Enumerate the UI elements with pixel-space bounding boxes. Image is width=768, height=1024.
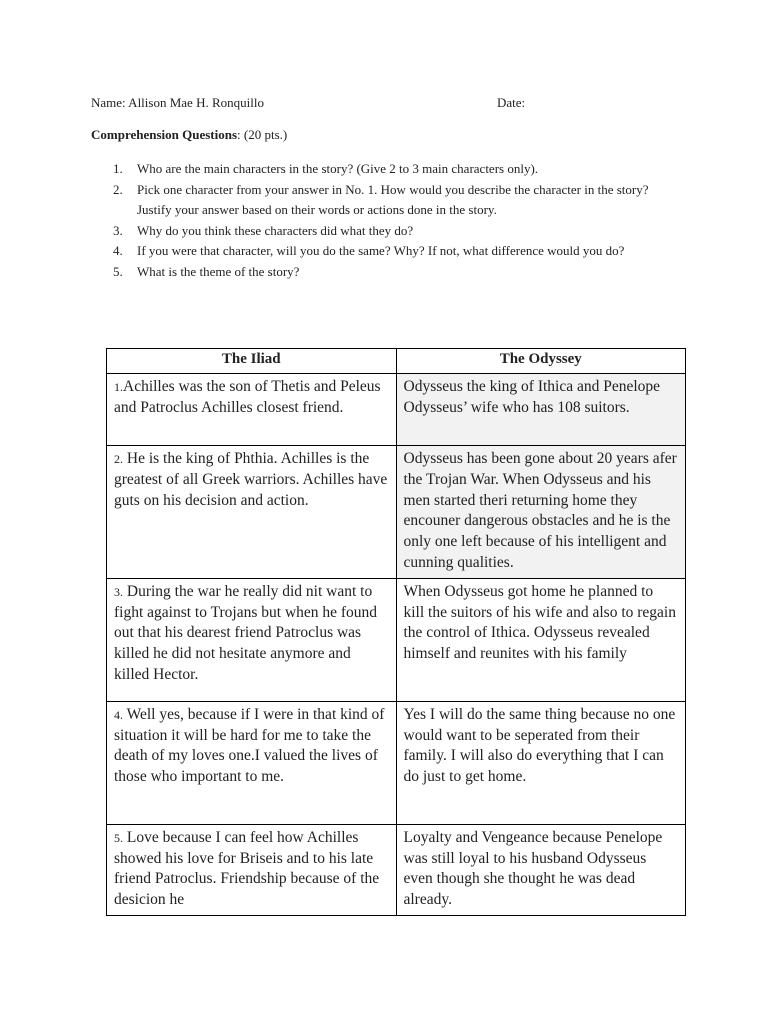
- answer-number: 1.: [114, 380, 123, 394]
- iliad-cell: [107, 578, 397, 701]
- iliad-cell: [107, 374, 397, 446]
- date-label: Date:: [497, 95, 526, 110]
- odyssey-cell: Loyalty and Vengeance because Penelope was still loyal to his husband Odysseus even though she thought he was dead already.: [396, 824, 686, 915]
- question-text: Why do you think these characters did what they do?: [137, 222, 414, 238]
- question-text: If you were that character, will you do the same? Why? If not, what difference would you do?: [137, 243, 625, 258]
- question-number: 3.: [113, 222, 123, 238]
- answer-number: 4.: [114, 707, 123, 722]
- table-row: [107, 701, 686, 824]
- iliad-answer: Achilles was the son of Thetis and Peleus and Patroclus Achilles closest friend.: [114, 378, 381, 416]
- section-heading: [91, 127, 287, 143]
- table-row: [107, 578, 686, 701]
- question-text: Who are the main characters in the story? (Give 2 to 3 main characters only).: [137, 161, 539, 176]
- question-item: [0, 180, 677, 221]
- section-title: Comprehension Questions: [91, 127, 238, 142]
- table-row: [107, 374, 686, 446]
- iliad-answer: During the war he really did nit want to fight against to Trojans but when he found out that his dearest friend Patroclus was killed he did not hesitate anymore and killed Hector.: [114, 582, 378, 683]
- question-number: 4.: [113, 243, 123, 258]
- question-item: [0, 241, 677, 262]
- question-number: 1.: [113, 161, 123, 176]
- answer-number: 2.: [114, 452, 123, 466]
- odyssey-cell: When Odysseus got home he planned to kill the suitors of his wife and also to regain the control of Ithica. Odysseus revealed himself and reunites with his family: [396, 578, 686, 701]
- iliad-cell: [107, 446, 397, 579]
- odyssey-cell: Odysseus the king of Ithica and Penelope Odysseus’ wife who has 108 suitors.: [396, 374, 686, 446]
- question-item: [0, 221, 677, 242]
- column-header-iliad: The Iliad: [107, 349, 397, 374]
- question-text: What is the theme of the story?: [137, 263, 300, 279]
- student-name: Name: Allison Mae H. Ronquillo: [91, 95, 264, 110]
- question-text: Pick one character from your answer in No. 1. How would you describe the character in the story? Justify your answer based on their words or actions done in the story.: [137, 181, 649, 217]
- answer-number: 5.: [114, 830, 123, 845]
- table-row: [107, 824, 686, 915]
- table-header-row: [107, 349, 686, 374]
- answer-table: [106, 348, 686, 916]
- question-number: 5.: [113, 263, 123, 279]
- iliad-answer: Love because I can feel how Achilles showed his love for Briseis and to his late friend Patroclus. Friendship because of the desicion he: [114, 828, 380, 909]
- odyssey-cell: Odysseus has been gone about 20 years afer the Trojan War. When Odysseus and his men started theri returning home they encouner dangerous obstacles and he is the only one left because of his intelligent and cunning qualities.: [396, 446, 686, 579]
- question-list: [0, 159, 677, 282]
- column-header-odyssey: The Odyssey: [396, 349, 686, 374]
- iliad-answer: He is the king of Phthia. Achilles is the greatest of all Greek warriors. Achilles have guts on his decision and action.: [114, 450, 388, 509]
- section-points: : (20 pts.): [237, 127, 288, 142]
- iliad-cell: [107, 701, 397, 824]
- question-item: [0, 262, 677, 283]
- table-row: [107, 446, 686, 579]
- odyssey-cell: Yes I will do the same thing because no one would want to be seperated from their family. I will also do everything that I can do just to get home.: [396, 701, 686, 824]
- question-number: 2.: [113, 181, 123, 197]
- iliad-cell: [107, 824, 397, 915]
- iliad-answer: Well yes, because if I were in that kind of situation it will be hard for me to take the death of my loves one.I valued the lives of those who important to me.: [114, 705, 385, 786]
- question-item: [0, 159, 677, 180]
- answer-number: 3.: [114, 584, 123, 599]
